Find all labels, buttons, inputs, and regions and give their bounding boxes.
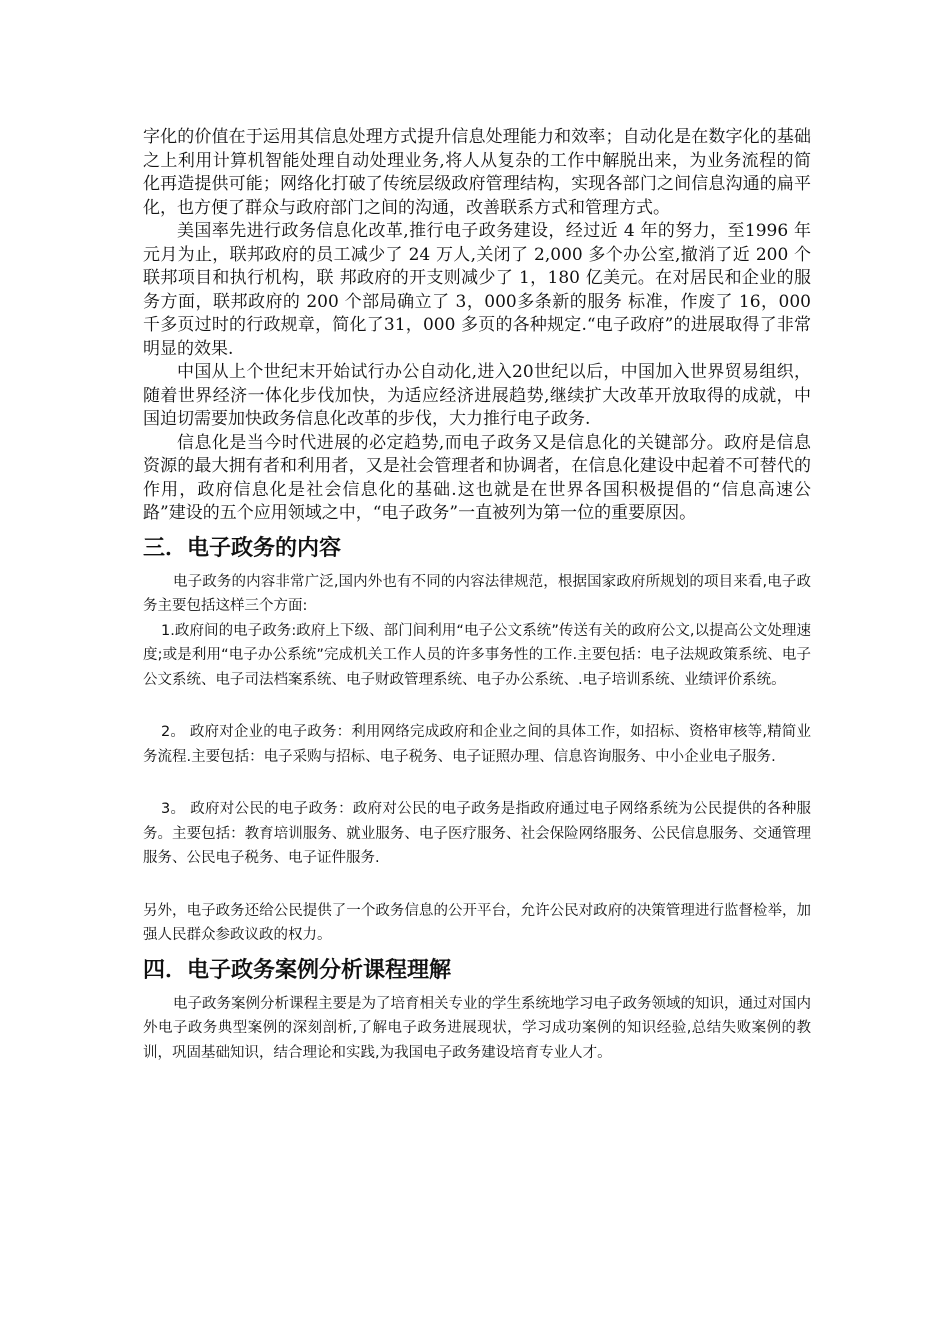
section-4-body: 电子政务案例分析课程主要是为了培育相关专业的学生系统地学习电子政务领域的知识，通过对国内外电子政务典型案例的深刻剖析,了解电子政务进展现状，学习成功案例的知识经验,总结失败案例的教训，巩固基础知识，结合理论和实践,为我国电子政务建设培育专业人才。	[143, 995, 811, 1061]
paragraph-china-reform: 中国从上个世纪末开始试行办公自动化,进入20世纪以后，中国加入世界贸易组织，随着世界经济一体化步伐加快，为适应经济进展趋势,继续扩大改革开放取得的成就，中国迫切需要加快政务信息化改革的步伐，大力推行电子政务.	[143, 362, 811, 429]
section-4-heading: 四．电子政务案例分析课程理解	[143, 957, 452, 983]
paragraph-digitization: 字化的价值在于运用其信息处理方式提升信息处理能力和效率；自动化是在数字化的基础之上利用计算机智能处理自动处理业务,将人从复杂的工作中解脱出来，为业务流程的简化再造提供可能；网络化打破了传统层级政府管理结构，实现各部门之间信息沟通的扁平化，也方便了群众与政府部门之间的沟通，改善联系方式和管理方式。	[143, 127, 811, 218]
section-3-item-1: 1.政府间的电子政务:政府上下级、部门间利用“电子公文系统”传送有关的政府公文,以提高公文处理速度;或是利用“电子办公系统”完成机关工作人员的许多事务性的工作.主要包括：电子法规政策系统、电子公文系统、电子司法档案系统、电子财政管理系统、电子办公系统、.电子培训系统、业绩评价系统。	[143, 622, 811, 688]
document-body	[143, 126, 811, 1065]
section-3-extra: 另外，电子政务还给公民提供了一个政务信息的公开平台，允许公民对政府的决策管理进行监督检举，加强人民群众参政议政的权力。	[143, 902, 811, 943]
section-3-intro: 电子政务的内容非常广泛,国内外也有不同的内容法律规范，根据国家政府所规划的项目来看,电子政务主要包括这样三个方面:	[143, 573, 811, 614]
spacer	[143, 769, 811, 797]
spacer	[143, 692, 811, 720]
section-3-item-2: 2。 政府对企业的电子政务：利用网络完成政府和企业之间的具体工作，如招标、资格审核等,精简业务流程.主要包括：电子采购与招标、电子税务、电子证照办理、信息咨询服务、中小企业电子服务.	[143, 724, 811, 765]
paragraph-us-reform: 美国率先进行政务信息化改革,推行电子政务建设，经过近 4 年的努力，至1996 年元月为止，联邦政府的员工减少了 24 万人,关闭了 2,000 多个办公室,撤消了近 200 个联邦项目和执行机构，联 邦政府的开支则减少了 1，180 亿美元。在对居民和企业的服 务方面，联邦政府的 200 个部局确立了 3，000多条新的服务 标准，作废了 16，000 千多页过时的行政规章，简化了31，000 多页的各种规定.“电子政府”的进展取得了非常明显的效果.	[143, 221, 811, 359]
spacer	[143, 871, 811, 899]
section-3-heading: 三．电子政务的内容	[143, 535, 342, 561]
paragraph-informatization: 信息化是当今时代进展的必定趋势,而电子政务又是信息化的关键部分。政府是信息资源的最大拥有者和利用者，又是社会管理者和协调者，在信息化建设中起着不可替代的作用，政府信息化是社会信息化的基础.这也就是在世界各国积极提倡的“信息高速公路”建设的五个应用领域之中，“电子政务”一直被列为第一位的重要原因。	[143, 432, 811, 523]
section-3-item-3: 3。 政府对公民的电子政务：政府对公民的电子政务是指政府通过电子网络系统为公民提供的各种服务。主要包括：教育培训服务、就业服务、电子医疗服务、社会保险网络服务、公民信息服务、交通管理服务、公民电子税务、电子证件服务.	[143, 801, 811, 866]
